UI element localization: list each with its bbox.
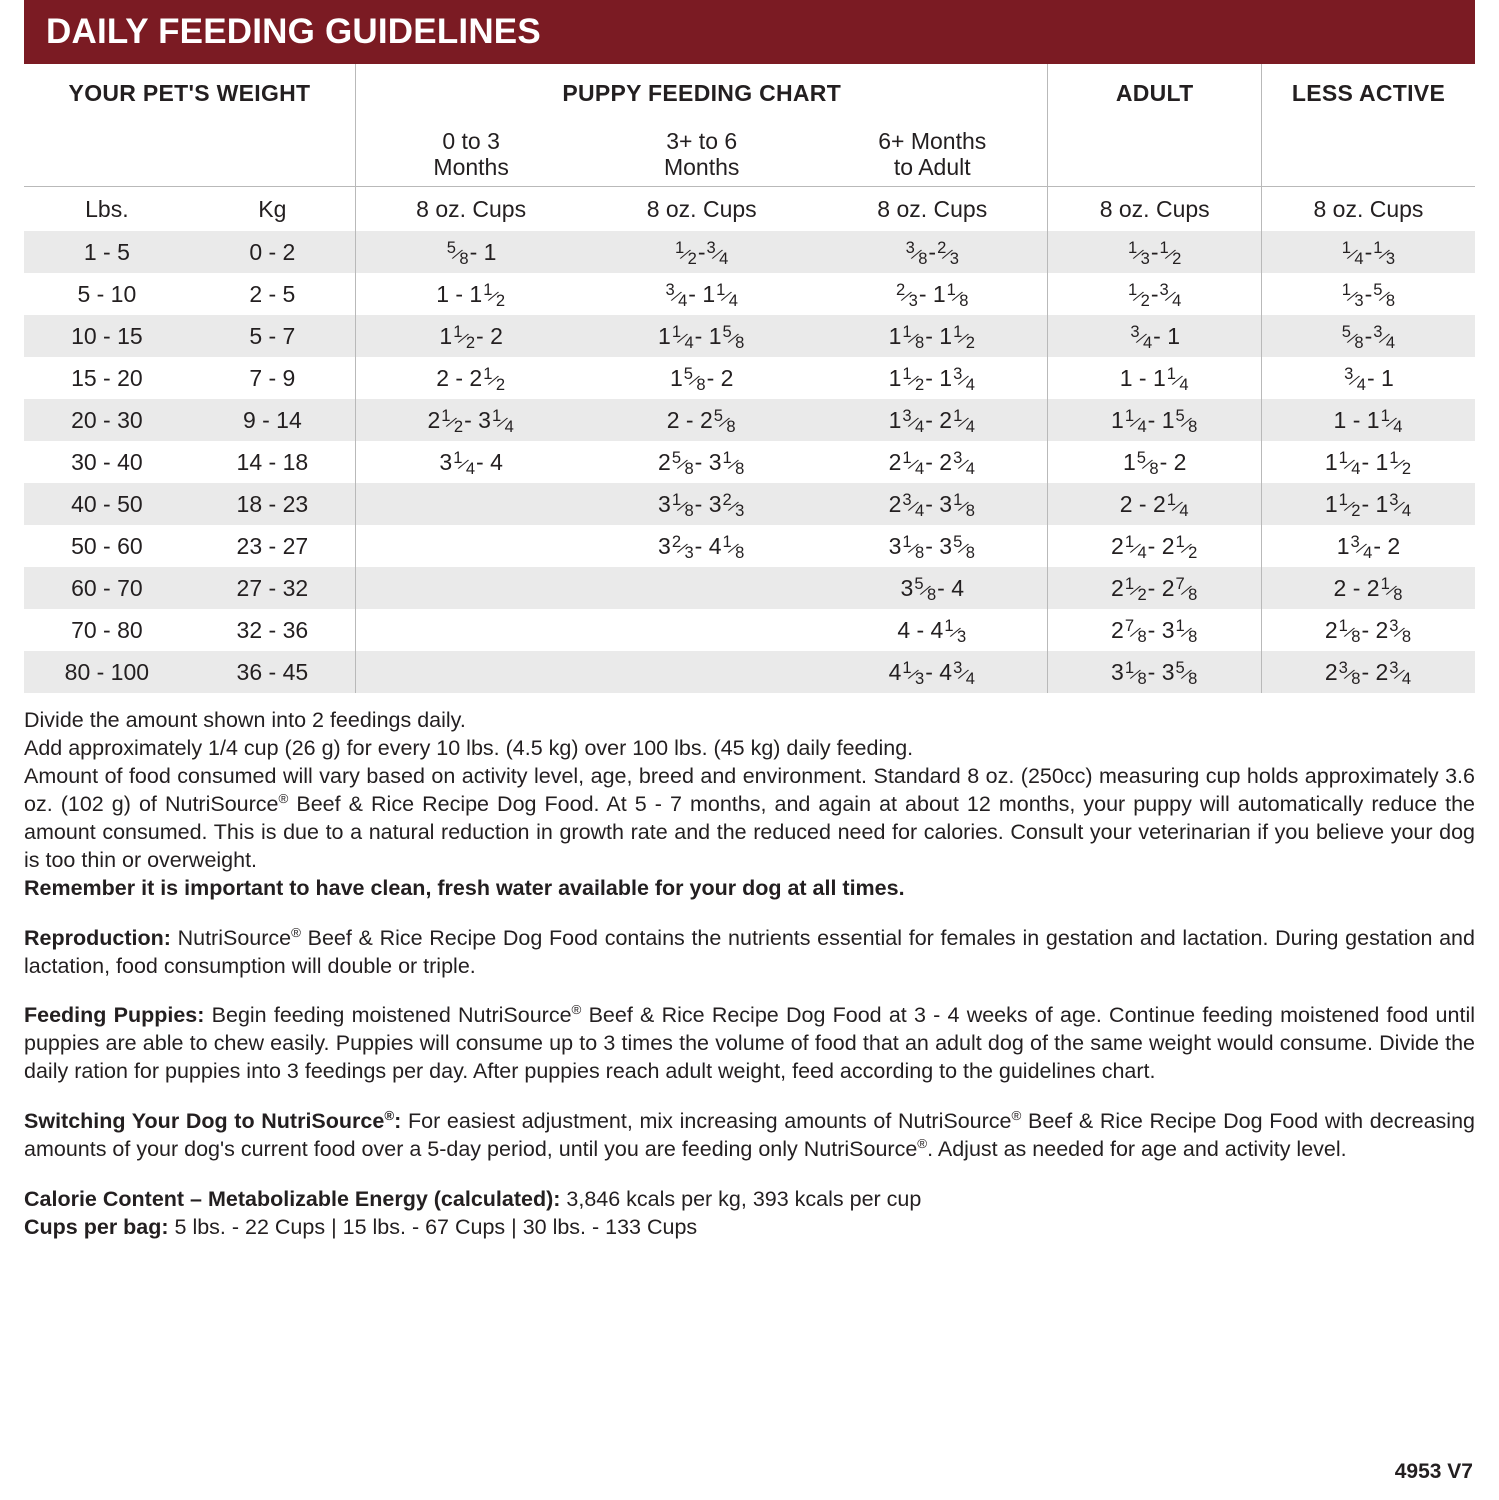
cell-weight-lbs: 70 - 80 [71, 616, 143, 643]
cell-puppy-6-adult: 35⁄8- 4 [900, 574, 964, 605]
cell-weight-lbs: 10 - 15 [71, 322, 143, 349]
cell-weight-kg: 2 - 5 [249, 280, 296, 307]
subheader-blank-less-active [1261, 122, 1475, 187]
cell-puppy-3-6: 15⁄8- 2 [669, 364, 734, 395]
table-row [24, 651, 1475, 693]
note-switching-part1: For easiest adjustment, mix increasing amounts of NutriSource [401, 1109, 1012, 1134]
note-switching [24, 1108, 1475, 1164]
cell-adult: 31⁄8- 35⁄8 [1048, 651, 1262, 693]
cell-adult: 15⁄8- 2 [1048, 441, 1262, 483]
unit-cups-puppy-6-adult: 8 oz. Cups [877, 195, 988, 222]
cell-puppy-0-3: 2 - 21⁄2 [355, 357, 586, 399]
cell-puppy-0-3 [355, 567, 586, 609]
registered-mark-icon: ® [917, 1136, 928, 1152]
note-calorie-value: 3,846 kcals per kg, 393 kcals per cup [560, 1187, 922, 1212]
cell-less-active: 5⁄8-3⁄4 [1261, 315, 1475, 357]
cell-puppy-6-adult: 11⁄8- 11⁄2 [888, 322, 975, 353]
cell-adult: 1⁄3-1⁄2 [1048, 231, 1262, 273]
cell-puppy-0-3: 21⁄2- 31⁄4 [355, 399, 586, 441]
table-row [24, 231, 1475, 273]
cell-puppy-0-3 [355, 525, 586, 567]
feeding-notes [24, 707, 1475, 1242]
subheader-puppy-0-3-line2: Months [433, 154, 509, 180]
cell-less-active: 11⁄2- 13⁄4 [1261, 483, 1475, 525]
registered-mark-icon: ® [571, 1002, 582, 1018]
subheader-blank-kg [190, 122, 356, 187]
cell-puppy-3-6: 25⁄8- 31⁄8 [658, 448, 745, 479]
cell-adult: 1 - 11⁄4 [1048, 357, 1262, 399]
subheader-puppy-3-6-line1: 3+ to 6 [666, 127, 738, 154]
cell-weight-kg: 14 - 18 [236, 448, 309, 475]
page-title: DAILY FEEDING GUIDELINES [46, 12, 541, 51]
note-reproduction-label: Reproduction: [24, 925, 171, 950]
registered-mark-icon: ® [1011, 1108, 1022, 1124]
unit-cups-adult: 8 oz. Cups [1048, 187, 1262, 232]
cell-weight-lbs: 50 - 60 [71, 532, 143, 559]
cell-less-active: 11⁄4- 11⁄2 [1261, 441, 1475, 483]
subheader-puppy-0-3-line1: 0 to 3 [442, 127, 500, 154]
cell-less-active: 13⁄4- 2 [1261, 525, 1475, 567]
cell-weight-kg: 23 - 27 [236, 532, 309, 559]
cell-weight-lbs: 30 - 40 [71, 448, 143, 475]
note-reproduction-part2: Beef & Rice Recipe Dog Food contains the nutrients essential for females in gestation and lactation. During gestation and lactation, food consumption will double or triple. [24, 925, 1475, 978]
cell-weight-kg: 36 - 45 [236, 658, 309, 685]
note-water: Remember it is important to have clean, fresh water available for your dog at all times. [24, 875, 905, 900]
cell-puppy-6-adult: 4 - 41⁄3 [897, 616, 967, 647]
table-row [24, 609, 1475, 651]
cell-adult: 21⁄2- 27⁄8 [1048, 567, 1262, 609]
cell-weight-kg: 18 - 23 [236, 490, 309, 517]
cell-weight-lbs: 5 - 10 [77, 280, 137, 307]
cell-puppy-6-adult: 3⁄8-2⁄3 [905, 238, 959, 269]
subheader-puppy-0-3 [355, 122, 586, 187]
subheader-puppy-6-adult-line1: 6+ Months [878, 127, 987, 154]
spacer-3 [24, 1086, 1475, 1108]
table-row [24, 483, 1475, 525]
header-pet-weight: YOUR PET'S WEIGHT [68, 79, 311, 106]
cell-adult: 21⁄4- 21⁄2 [1048, 525, 1262, 567]
cell-puppy-3-6: 11⁄4- 15⁄8 [658, 322, 745, 353]
cell-puppy-0-3 [355, 609, 586, 651]
cell-puppy-6-adult: 21⁄4- 23⁄4 [888, 448, 975, 479]
cell-puppy-0-3: 11⁄2- 2 [355, 315, 586, 357]
spacer-2 [24, 980, 1475, 1002]
table-row [24, 273, 1475, 315]
cell-puppy-6-adult: 31⁄8- 35⁄8 [888, 532, 975, 563]
note-reproduction [24, 925, 1475, 981]
table-units-row [24, 187, 1475, 232]
cell-puppy-0-3 [355, 483, 586, 525]
cell-puppy-3-6: 32⁄3- 41⁄8 [658, 532, 745, 563]
note-switching-label-part2: : [394, 1109, 402, 1134]
note-amount-varies-part1: Amount of food consumed will vary based on activity level, age, breed and environment. Standard 8 oz. (250cc) measuring cup holds approximately 3.6 oz. (102 g) of NutriSource [24, 763, 1475, 816]
cell-puppy-3-6 [586, 567, 817, 609]
table-subheader-row [24, 122, 1475, 187]
cell-less-active: 1⁄3-5⁄8 [1261, 273, 1475, 315]
cell-puppy-0-3: 31⁄4- 4 [355, 441, 586, 483]
unit-cups-puppy-0-3: 8 oz. Cups [355, 187, 586, 232]
note-switching-part3: . Adjust as needed for age and activity level. [927, 1137, 1347, 1162]
note-calorie-content [24, 1186, 1475, 1214]
footer-code: 4953 V7 [1394, 1460, 1473, 1483]
cell-puppy-0-3: 1 - 11⁄2 [355, 273, 586, 315]
table-group-header-row [24, 64, 1475, 122]
cell-less-active: 3⁄4- 1 [1261, 357, 1475, 399]
note-divide-amount: Divide the amount shown into 2 feedings daily. [24, 708, 466, 732]
unit-cups-less-active: 8 oz. Cups [1261, 187, 1475, 232]
cell-puppy-3-6 [586, 651, 817, 693]
note-switching-part2: Beef & Rice Recipe Dog Food with decreasing amounts of your dog's current food over a 5-day period, until you are feeding only NutriSource [24, 1109, 1475, 1162]
subheader-puppy-3-6-line2: Months [663, 154, 740, 180]
note-feeding-puppies-part2: Beef & Rice Recipe Dog Food at 3 - 4 weeks of age. Continue feeding moistened food until puppies are able to chew easily. Puppies will consume up to 3 times the volume of food that an adult dog of the same weight would consume. Divide the daily ration for puppies into 3 feedings per day. After puppies reach adult weight, feed according to the guidelines chart. [24, 1003, 1476, 1084]
cell-weight-kg: 9 - 14 [242, 406, 302, 433]
note-reproduction-part1: NutriSource [170, 925, 292, 950]
feeding-chart-table [24, 64, 1475, 693]
registered-mark-icon: ® [278, 790, 289, 806]
unit-cups-puppy-3-6: 8 oz. Cups [646, 195, 757, 222]
cell-weight-lbs: 20 - 30 [71, 406, 143, 433]
unit-kg: Kg [258, 195, 287, 222]
cell-less-active: 1 - 11⁄4 [1261, 399, 1475, 441]
note-add-approx: Add approximately 1/4 cup (26 g) for every 10 lbs. (4.5 kg) over 100 lbs. (45 kg) daily feeding. [24, 735, 914, 760]
note-cups-value: 5 lbs. - 22 Cups | 15 lbs. - 67 Cups | 30 lbs. - 133 Cups [168, 1215, 698, 1240]
cell-adult: 1⁄2-3⁄4 [1048, 273, 1262, 315]
table-row [24, 525, 1475, 567]
note-feeding-puppies [24, 1002, 1475, 1086]
cell-less-active: 23⁄8- 23⁄4 [1261, 651, 1475, 693]
cell-puppy-3-6: 2 - 25⁄8 [666, 406, 736, 437]
cell-puppy-6-adult: 23⁄4- 31⁄8 [888, 490, 975, 521]
cell-puppy-3-6: 3⁄4- 11⁄4 [665, 280, 738, 311]
note-feeding-puppies-label: Feeding Puppies: [24, 1003, 205, 1028]
subheader-puppy-6-adult-line2: to Adult [893, 154, 971, 180]
cell-weight-lbs: 60 - 70 [71, 574, 143, 601]
cell-adult: 3⁄4- 1 [1048, 315, 1262, 357]
cell-puppy-6-adult: 11⁄2- 13⁄4 [888, 364, 975, 395]
cell-puppy-0-3: 5⁄8- 1 [355, 231, 586, 273]
page-title-bar [24, 0, 1475, 64]
subheader-puppy-3-6 [586, 122, 817, 187]
table-row [24, 441, 1475, 483]
cell-weight-lbs: 80 - 100 [64, 658, 150, 685]
cell-weight-lbs: 1 - 5 [83, 238, 130, 265]
cell-less-active: 21⁄8- 23⁄8 [1261, 609, 1475, 651]
cell-weight-kg: 0 - 2 [249, 238, 296, 265]
note-cups-label: Cups per bag: [24, 1215, 169, 1240]
cell-weight-kg: 32 - 36 [236, 616, 309, 643]
table-row [24, 315, 1475, 357]
cell-weight-kg: 7 - 9 [249, 364, 296, 391]
cell-less-active: 1⁄4-1⁄3 [1261, 231, 1475, 273]
table-row [24, 399, 1475, 441]
registered-mark-icon: ® [291, 924, 301, 940]
note-amount-varies [24, 763, 1475, 875]
note-calorie-label: Calorie Content – Metabolizable Energy (calculated): [24, 1187, 561, 1212]
spacer-1 [24, 903, 1475, 925]
note-cups-per-bag [24, 1214, 1475, 1242]
cell-puppy-3-6 [586, 609, 817, 651]
table-body [24, 231, 1475, 693]
note-feeding-puppies-part1: Begin feeding moistened NutriSource [204, 1003, 572, 1028]
subheader-blank-lbs [24, 122, 190, 187]
cell-weight-lbs: 40 - 50 [71, 490, 143, 517]
subheader-blank-adult [1048, 122, 1262, 187]
cell-less-active: 2 - 21⁄8 [1261, 567, 1475, 609]
subheader-puppy-6-adult [817, 122, 1048, 187]
cell-puppy-6-adult: 41⁄3- 43⁄4 [888, 658, 975, 689]
cell-puppy-0-3 [355, 651, 586, 693]
note-amount-varies-part2: Beef & Rice Recipe Dog Food. At 5 - 7 months, and again at about 12 months, your puppy will automatically reduce the amount consumed. This is due to a natural reduction in growth rate and the reduced need for calories. Consult your veterinarian if you believe your dog is too thin or overweight. [24, 791, 1475, 872]
cell-weight-kg: 27 - 32 [236, 574, 309, 601]
spacer-4 [24, 1164, 1475, 1186]
unit-lbs: Lbs. [85, 195, 129, 222]
header-less-active: LESS ACTIVE [1261, 64, 1475, 122]
cell-puppy-6-adult: 13⁄4- 21⁄4 [888, 406, 975, 437]
header-adult: ADULT [1048, 64, 1262, 122]
registered-mark-icon: ® [384, 1108, 395, 1124]
cell-adult: 2 - 21⁄4 [1048, 483, 1262, 525]
cell-weight-lbs: 15 - 20 [71, 364, 143, 391]
cell-puppy-3-6: 31⁄8- 32⁄3 [658, 490, 745, 521]
cell-weight-kg: 5 - 7 [249, 322, 296, 349]
cell-puppy-6-adult: 2⁄3- 11⁄8 [896, 280, 969, 311]
note-switching-label-part1: Switching Your Dog to NutriSource [24, 1109, 385, 1134]
table-row [24, 357, 1475, 399]
header-puppy-feeding-chart: PUPPY FEEDING CHART [355, 64, 1047, 122]
cell-adult: 27⁄8- 31⁄8 [1048, 609, 1262, 651]
cell-puppy-3-6: 1⁄2-3⁄4 [675, 238, 729, 269]
table-row [24, 567, 1475, 609]
cell-adult: 11⁄4- 15⁄8 [1048, 399, 1262, 441]
